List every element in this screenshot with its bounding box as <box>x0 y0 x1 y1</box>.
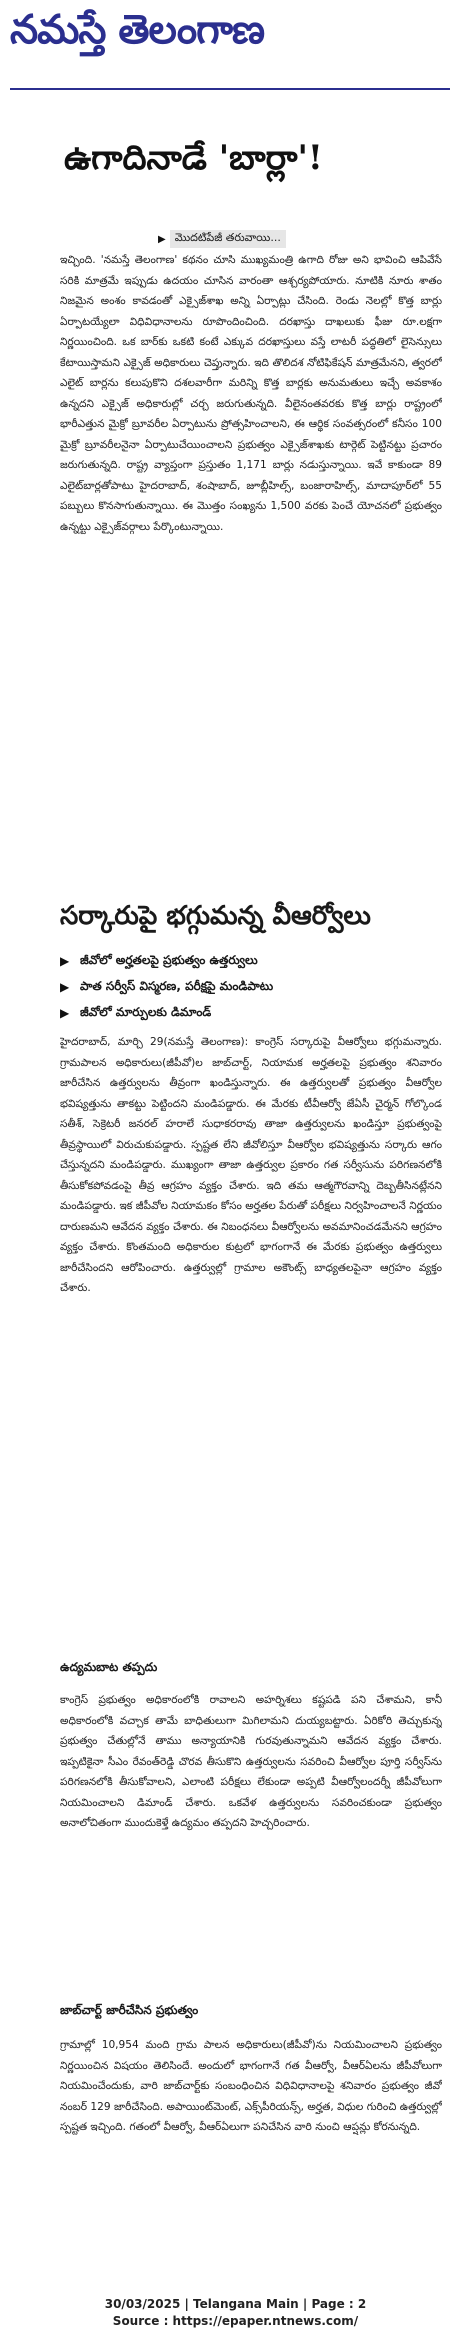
bullet-arrow-icon: ▶ <box>60 954 70 968</box>
bullet-item <box>60 974 452 1000</box>
bullet-text: పాత సర్వీస్ విస్మరణ, పరీక్షపై మండిపాటు <box>80 978 274 993</box>
bullet-arrow-icon: ▶ <box>60 980 70 994</box>
page-footer <box>0 2296 471 2336</box>
bullet-text: జీవోలో అర్హతలపై ప్రభుత్వం ఉత్తర్వులు <box>80 952 258 967</box>
story2-headline-block <box>60 902 444 940</box>
masthead-divider <box>10 88 450 90</box>
bullet-item <box>60 948 452 974</box>
footer-edition-info: 30/03/2025 | Telangana Main | Page : 2 <box>104 2297 367 2311</box>
article-body-1: ఇచ్చింది. 'నమస్తే తెలంగాణ' కథనం చూసి ముఖ్యమంత్రి ఉగాది రోజు అని భావించి ఆపివేసే సరికి మాత్రమే ఇప్పుడు ఉదయం చూసిన వారంతా ఆశ్చర్యపోయారు. నూటికి నూరు శాతం నిజమైన అంశం కావడంతో ఎక్సైజ్‌శాఖ అన్ని ఏర్పాట్లు చేసింది. రెండు నెలల్లో కొత్త బార్లు ఏర్పాటయ్యేలా విధివిధానాలను రూపొందించింది. దరఖాస్తు దాఖలుకు ఫీజు రూ.లక్షగా నిర్ణయించింది. ఒక బార్‌కు ఒకటి కంటే ఎక్కువ దరఖాస్తులు వస్తే లాటరీ పద్ధతిలో లైసెన్సులు కేటాయిస్తామని ఎక్సైజ్ అధికారులు చెప్తున్నారు. ఇది తొలిదశ నోటిఫికేషన్ మాత్రమేనని, త్వరలో ఎలైట్ బార్లను కలుపుకొని దశలవారీగా మరిన్ని కొత్త బార్లకు అనుమతులు ఇచ్చే అవకాశం ఉన్నదని ఎక్సైజ్ అధికారుల్లో చర్చ జరుగుతున్నది. వీలైనంతవరకు కొత్త బార్లు రాష్ట్రంలో భారీఎత్తున మైక్రో బ్రూవరీల ఏర్పాటును ప్రోత్సహించాలని, ఈ ఆర్థిక సంవత్సరంలో కనీసం 100 మైక్రో బ్రూవరీలనైనా ఏర్పాటుచేయించాలని ప్రభుత్వం ఎక్సైజ్‌శాఖకు టార్గెట్ పెట్టినట్టు ప్రచారం జరుగుతున్నది. రాష్ట్ర వ్యాప్తంగా ప్రస్తుతం 1,171 బార్లు నడుస్తున్నాయి. ఇవే కాకుండా 89 ఎలైట్‌బార్లతోపాటు హైదరాబాద్, శంషాబాద్, జూబ్లీహిల్స్, బంజారాహిల్స్, మాదాపూర్‌లో 55 పబ్బులు కొనసాగుతున్నాయి. ఈ మొత్తం సంఖ్యను 1,500 వరకు పెంచే యోచనలో ప్రభుత్వం ఉన్నట్టు ఎక్సైజ్‌వర్గాలు పేర్కొంటున్నాయి. <box>60 254 442 533</box>
bullet-text: జీవోలో మార్పులకు డిమాండ్ <box>80 1004 212 1019</box>
masthead <box>10 6 450 106</box>
headline-block <box>64 140 416 220</box>
bullet-arrow-icon: ▶ <box>60 1006 70 1020</box>
story2-headline: సర్కారుపై భగ్గుమన్న వీఆర్వోలు <box>60 901 371 931</box>
section-body: కాంగ్రెస్ ప్రభుత్వం అధికారంలోకి రావాలని అహర్నిశలు కష్టపడి పని చేశామని, కానీ అధికారంలోకి వచ్చాక తామే బాధితులుగా మిగిలామని దుయ్యబట్టారు. ఏరికోరి తెచ్చుకున్న ప్రభుత్వం చేతుల్లోనే తాము అన్యాయానికి గురవుతున్నామని ఆవేదన వ్యక్తం చేశారు. ఇప్పటికైనా సీఎం రేవంత్‌రెడ్డి చొరవ తీసుకొని ఉత్తర్వులను సవరించి వీఆర్వోల పూర్తి సర్వీస్‌ను పరిగణనలోకి తీసుకోవాలని, ఎలాంటి పరీక్షలు లేకుండా అప్పటి వీఆర్వోలందర్నీ జీపీవోలుగా నియమించాలని డిమాండ్ చేశారు. ఒకవేళ ఉత్తర్వులను సవరించకుండా ప్రభుత్వం అనాలోచితంగా ముందుకెళ్తే ఉద్యమం తప్పదని హెచ్చరించారు. <box>60 1694 442 1829</box>
section-body: గ్రామాల్లో 10,954 మంది గ్రామ పాలన అధికారులు(జీపీవో)ను నియమించాలని ప్రభుత్వం నిర్ణయించిన విషయం తెలిసిందే. అందులో భాగంగానే గత వీఆర్వో, వీఆర్‌ఏలను జీపీవోలుగా నియమించేందుకు, వారి జాబ్‌చార్ట్‌కు సంబంధించిన విధివిధానాలపై శనివారం ప్రభుత్వం జీవో నంబర్ 129 జారీచేసింది. అపాయింట్‌మెంట్, ఎక్స్‌పీరియన్స్, అర్హత, విధుల గురించి ఉత్తర్వుల్లో స్పష్టత ఇచ్చింది. గతంలో వీఆర్వో, వీఆర్‌ఏలుగా పనిచేసిన వారి నుంచి ఆప్షన్లు కోరనున్నది. <box>60 2039 442 2133</box>
story2-body: హైదరాబాద్, మార్చి 29(నమస్తే తెలంగాణ): కాంగ్రెస్ సర్కారుపై వీఆర్వోలు భగ్గుమన్నారు. గ్రామపాలన అధికారులు(జీపీవో)ల జాబ్‌చార్ట్, నియామక అర్హతలపై ప్రభుత్వం శనివారం జారీచేసిన ఉత్తర్వులను తీవ్రంగా ఖండిస్తున్నారు. ఈ ఉత్తర్వులతో ప్రభుత్వం వీఆర్వోల భవిష్యత్తును తాకట్టు పెట్టిందని మండిపడ్డారు. ఈ మేరకు టీవీఆర్వో జేఏసీ చైర్మన్ గోల్కొండ సతీశ్, సెక్రెటరీ జనరల్ హరాలే సుధాకరరావు తాజా ఉత్తర్వులను ఖండిస్తూ ప్రభుత్వంపై తీవ్రస్థాయిలో విరుచుకుపడ్డారు. స్పష్టత లేని జీవోలిస్తూ వీఆర్వోల భవిష్యత్తును సర్కారు ఆగం చేస్తున్నదని మండిపడ్డారు. ముఖ్యంగా తాజా ఉత్తర్వుల ప్రకారం గత సర్వీసును పరిగణనలోకి తీసుకోకపోవడంపై తీవ్ర ఆగ్రహం వ్యక్తం చేశారు. ఇది తమ ఆత్మగౌరవాన్ని దెబ్బతీసినట్లేనని మండిపడ్డారు. ఇక జీపీవోల నియామకం కోసం అర్హతల పేరుతో పరీక్షలు నిర్వహించాలనే నిర్ణయం దారుణమని ఆవేదన వ్యక్తం చేశారు. ఈ నిబంధనలు వీఆర్వోలను అవమానించడమేనని ఆగ్రహం వ్యక్తం చేశారు. కొంతమంది అధికారుల కుట్రలో భాగంగానే ఈ మేరకు ప్రభుత్వం ఉత్తర్వులు జారీచేసిందని ఆరోపించారు. ఉత్తర్వుల్లో గ్రామాల అకౌంట్స్ బాధ్యతలపైనా ఆగ్రహం వ్యక్తం చేశారు. <box>60 1036 442 1294</box>
story2-bullets <box>60 948 452 1030</box>
bullet-item <box>60 1000 452 1026</box>
section-heading: జాబ్‌చార్ట్ జారీచేసిన ప్రభుత్వం <box>60 2003 199 2017</box>
footer-source-link[interactable]: Source : https://epaper.ntnews.com/ <box>112 2314 359 2328</box>
continued-from-label <box>158 230 398 248</box>
triangle-pointer-icon: ▶ <box>158 233 166 245</box>
newspaper-logo: నమస్తే తెలంగాణ <box>10 6 265 53</box>
continued-text: మొదటిపేజీ తరువాయి... <box>170 230 286 248</box>
article-headline: ఉగాదినాడే 'బార్లా'! <box>64 138 323 178</box>
section-heading: ఉద్యమబాట తప్పదు <box>60 1660 158 1674</box>
